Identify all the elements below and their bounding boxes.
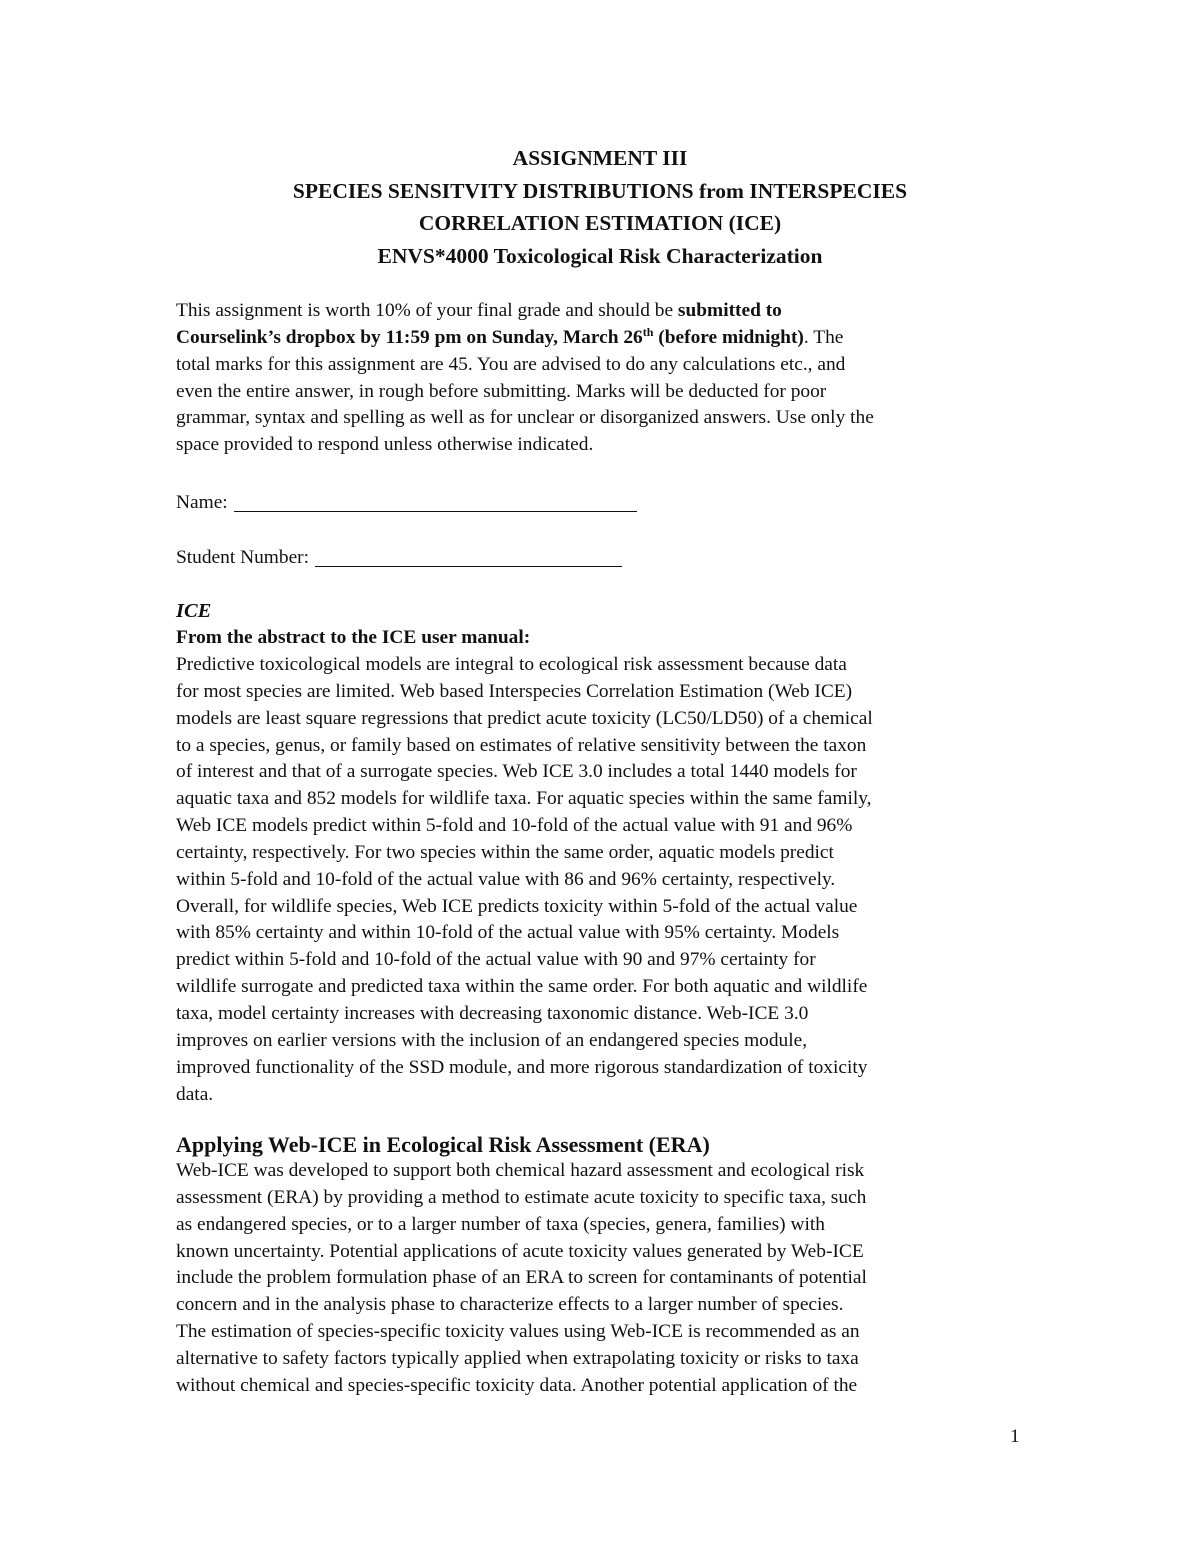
abstract-line: wildlife surrogate and predicted taxa within the same order. For both aquatic and wildlife — [176, 976, 868, 998]
abstract-line: Predictive toxicological models are integral to ecological risk assessment because data — [176, 654, 847, 675]
student-number-label: Student Number: — [176, 547, 310, 568]
title-line-2: SPECIES SENSITVITY DISTRIBUTIONS from INTERSPECIES — [292, 178, 908, 203]
abstract-line: models are least square regressions that predict acute toxicity (LC50/LD50) of a chemical — [176, 707, 873, 729]
abstract-line: certainty, respectively. For two species within the same order, aquatic models predict — [176, 841, 834, 863]
name-blank-line[interactable] — [234, 491, 637, 512]
title-line-4: ENVS*4000 Toxicological Risk Characterization — [377, 243, 823, 268]
era-line: include the problem formulation phase of an ERA to screen for contaminants of potential — [176, 1267, 867, 1289]
abstract-line: with 85% certainty and within 10-fold of the actual value with 95% certainty. Models — [176, 922, 840, 944]
name-label: Name: — [176, 492, 228, 513]
student-number-field-row — [176, 545, 622, 571]
era-line: as endangered species, or to a larger number of taxa (species, genera, families) with — [176, 1213, 825, 1235]
abstract-line: improves on earlier versions with the inclusion of an endangered species module, — [176, 1029, 808, 1051]
deadline-emphasis: Courselink’s dropbox by 11:59 pm on Sunday, March 26 — [176, 326, 643, 348]
abstract-line: for most species are limited. Web based Interspecies Correlation Estimation (Web ICE) — [176, 680, 853, 702]
intro-line-1 — [176, 298, 1036, 325]
era-paragraph — [176, 1158, 1036, 1400]
intro-line-6: space provided to respond unless otherwise indicated. — [176, 434, 594, 456]
student-number-blank-line[interactable] — [315, 546, 622, 567]
abstract-line: taxa, model certainty increases with decreasing taxonomic distance. Web-ICE 3.0 — [176, 1002, 809, 1024]
era-line: The estimation of species-specific toxicity values using Web-ICE is recommended as an — [176, 1321, 860, 1343]
document-title — [150, 142, 1050, 272]
intro-text: This assignment is worth 10% of your final grade and should be — [176, 300, 678, 321]
era-line: alternative to safety factors typically applied when extrapolating toxicity or risks to taxa — [176, 1347, 859, 1369]
era-line: assessment (ERA) by providing a method to estimate acute toxicity to specific taxa, such — [176, 1186, 867, 1208]
intro-line-4: even the entire answer, in rough before submitting. Marks will be deducted for poor — [176, 380, 827, 402]
era-line: Web-ICE was developed to support both chemical hazard assessment and ecological risk — [176, 1160, 865, 1181]
abstract-line: Overall, for wildlife species, Web ICE predicts toxicity within 5-fold of the actual value — [176, 895, 858, 917]
abstract-line: to a species, genus, or family based on estimates of relative sensitivity between the taxon — [176, 734, 867, 756]
era-line: known uncertainty. Potential applications of acute toxicity values generated by Web-ICE — [176, 1240, 864, 1262]
era-line: concern and in the analysis phase to characterize effects to a larger number of species. — [176, 1294, 844, 1316]
abstract-line: Web ICE models predict within 5-fold and 10-fold of the actual value with 91 and 96% — [176, 815, 853, 837]
intro-line-3: total marks for this assignment are 45. You are advised to do any calculations etc., and — [176, 353, 846, 375]
submission-emphasis: submitted to — [677, 300, 782, 321]
deadline-note: (before midnight) — [653, 326, 804, 348]
intro-text: . The — [803, 326, 844, 348]
intro-line-5: grammar, syntax and spelling as well as for unclear or disorganized answers. Use only the — [176, 407, 874, 429]
abstract-line: within 5-fold and 10-fold of the actual value with 86 and 96% certainty, respectively. — [176, 868, 836, 890]
abstract-line: of interest and that of a surrogate species. Web ICE 3.0 includes a total 1440 models for — [176, 761, 857, 783]
era-section-heading: Applying Web-ICE in Ecological Risk Assessment (ERA) — [176, 1132, 710, 1157]
era-line: without chemical and species-specific toxicity data. Another potential application of the — [176, 1374, 858, 1396]
page-number: 1 — [1010, 1426, 1020, 1447]
name-field-row — [176, 490, 637, 516]
intro-paragraph — [176, 298, 1036, 459]
intro-line-2 — [176, 325, 1036, 352]
ice-section-heading: ICE — [176, 600, 212, 622]
abstract-line: improved functionality of the SSD module, and more rigorous standardization of toxicity — [176, 1056, 868, 1078]
abstract-line: data. — [176, 1083, 214, 1105]
abstract-line: aquatic taxa and 852 models for wildlife taxa. For aquatic species within the same family, — [176, 788, 872, 810]
title-line-1: ASSIGNMENT III — [512, 146, 688, 170]
abstract-paragraph — [176, 652, 1036, 1108]
title-line-3: CORRELATION ESTIMATION (ICE) — [418, 211, 782, 235]
ordinal-suffix: th — [642, 324, 654, 339]
abstract-subheading: From the abstract to the ICE user manual: — [176, 627, 531, 648]
abstract-line: predict within 5-fold and 10-fold of the actual value with 90 and 97% certainty for — [176, 949, 816, 971]
